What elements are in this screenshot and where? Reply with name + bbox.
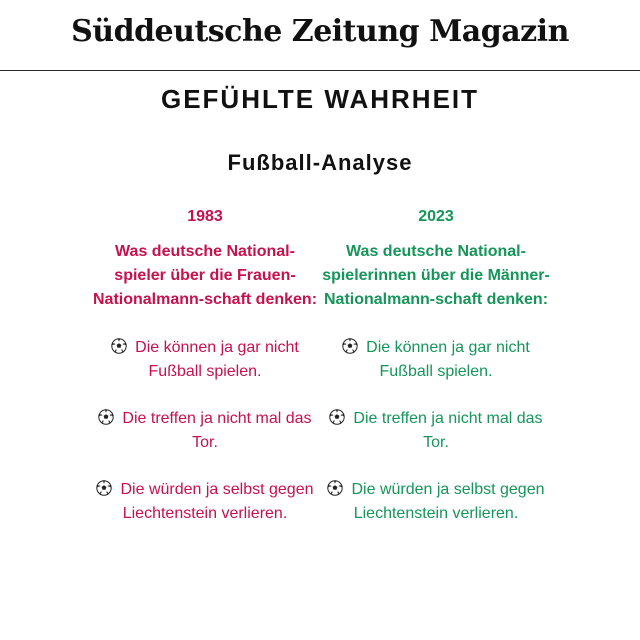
soccer-ball-icon [329, 409, 345, 425]
soccer-ball-icon [98, 409, 114, 425]
soccer-ball-icon [327, 480, 343, 496]
page-title: Fußball-Analyse [227, 150, 413, 175]
quote-item [90, 407, 320, 455]
quote-text: Die würden ja selbst gegen Liechtenstein verlieren. [351, 481, 545, 522]
masthead-divider [0, 70, 640, 71]
quote-item [321, 336, 551, 384]
masthead-logo: Süddeutsche Zeitung Magazin [71, 14, 569, 49]
quote-text: Die können ja gar nicht Fußball spielen. [366, 339, 530, 380]
column-intro: Was deutsche National-spieler über die Frauen-Nationalmann-schaft denken: [92, 243, 318, 308]
quote-text: Die treffen ja nicht mal das Tor. [353, 410, 543, 451]
column-year: 2023 [418, 208, 454, 225]
soccer-ball-icon [96, 480, 112, 496]
page-kicker: GEFÜHLTE WAHRHEIT [160, 84, 480, 114]
quote-text: Die können ja gar nicht Fußball spielen. [135, 339, 299, 380]
column-1983 [90, 207, 320, 549]
column-2023 [321, 207, 551, 549]
quote-item [321, 478, 551, 526]
column-intro: Was deutsche National-spielerinnen über die Männer-Nationalmann-schaft denken: [322, 243, 550, 308]
quote-item [321, 407, 551, 455]
soccer-ball-icon [111, 338, 127, 354]
column-year: 1983 [187, 208, 223, 225]
quote-item [90, 336, 320, 384]
soccer-ball-icon [342, 338, 358, 354]
quote-text: Die würden ja selbst gegen Liechtenstein verlieren. [120, 481, 314, 522]
quote-text: Die treffen ja nicht mal das Tor. [122, 410, 312, 451]
quote-item [90, 478, 320, 526]
